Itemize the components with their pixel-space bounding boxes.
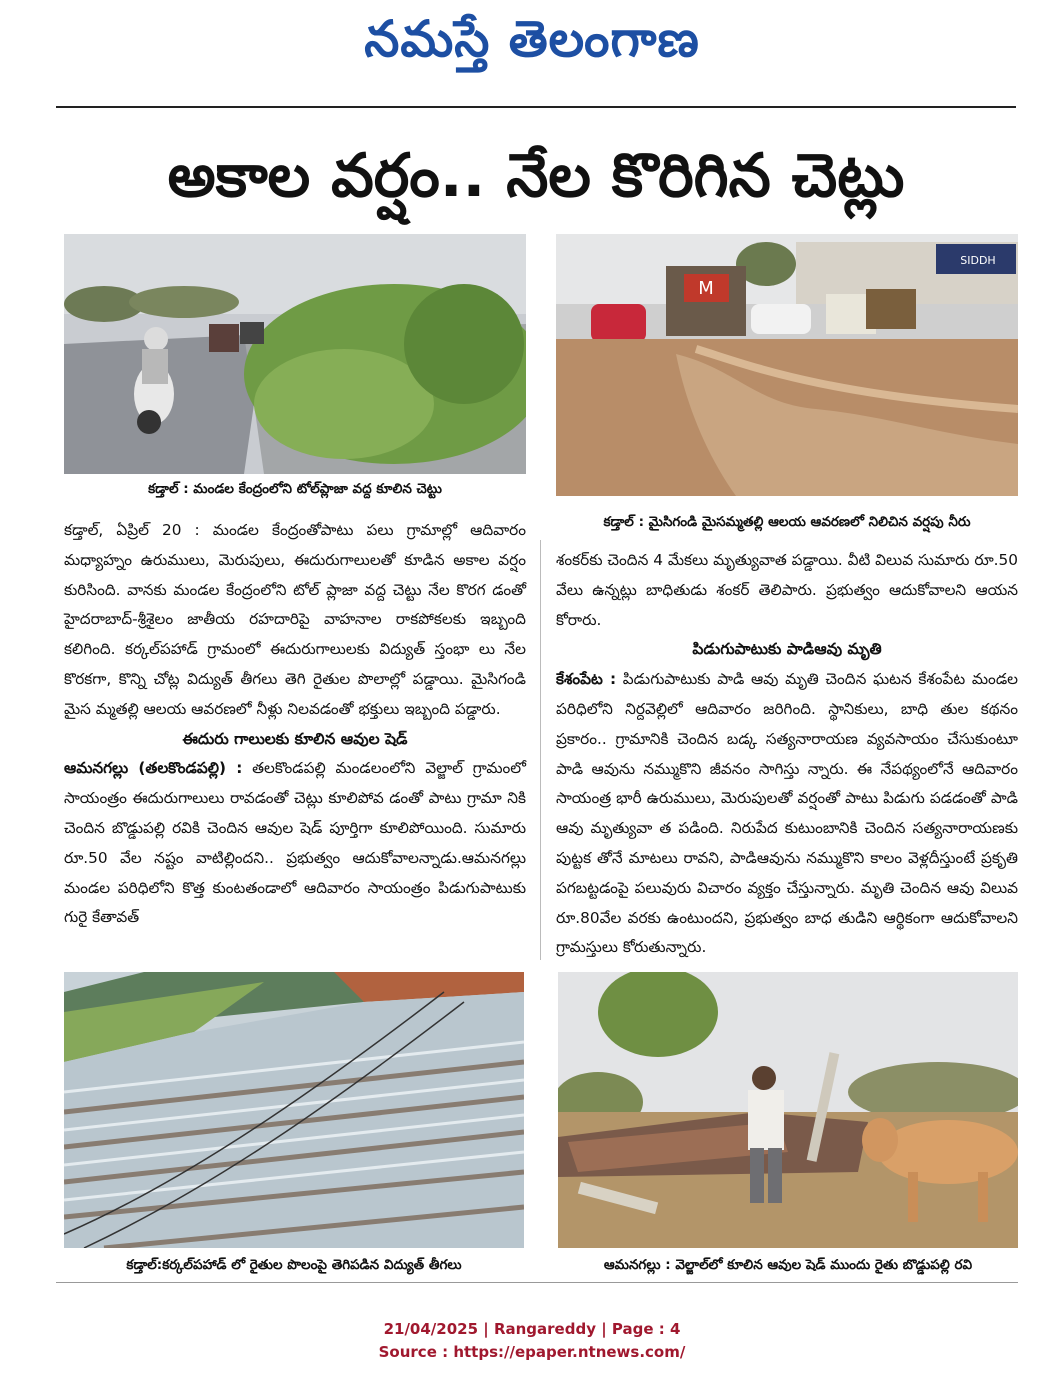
caption-rain-water: కడ్తాల్ : మైసిగండి మైసమ్మతల్లి ఆలయ ఆవరణలో నిలిచిన వర్షపు నీరు — [603, 514, 971, 530]
right-para-2: పిడుగుపాటుకు పాడి ఆవు మృతి చెందిన ఘటన కేశంపేట మండల పరిధిలోని నిర్దవెల్లిలో ఆదివారం జరిగింది. స్థానికులు, బాధి తుల కథనం ప్రకారం.. గ్రామానికి చెందిన బడ్క సత్యనారాయణ వ్యవసాయం చేసుకుంటూ పాడి ఆవును నమ్ముకొని జీవనం సాగిస్తు న్నారు. ఈ నేపథ్యంలోనే ఆదివారం సాయంత్ర భారీ ఉరుములు, మెరుపులతో వర్షంతో పాటు పిడుగు పడడంతో పాడి ఆవు మృత్యువా త పడింది. నిరుపేద కుటుంబానికి చెందిన సత్యనారాయణకు పుట్టక తోనే మాటలు రావని, పాడిఆవును నమ్ముకొని కాలం వెళ్లదీస్తుంటే ప్రకృతి పగబట్టడంపై పలువురు విచారం వ్యక్తం చేస్తున్నారు. మృతి చెందిన ఆవు విలువ రూ.80వేల వరకు ఉంటుందని, ప్రభుత్వం బాధ తుడిని ఆర్థికంగా ఆదుకోవాలని గ్రామస్తులు కోరుతున్నారు. — [556, 670, 1018, 957]
left-dateline: ఆమనగల్లు (తలకొండపల్లి) : — [64, 759, 243, 778]
left-para-1: కడ్తాల్, ఏప్రిల్ 20 : మండల కేంద్రంతోపాటు పలు గ్రామాల్లో ఆదివారం మధ్యాహ్నం ఉరుములు, మెరుపులు, ఈదురుగాలులతో కూడిన అకాల వర్షం కురిసింది. వానకు మండల కేంద్రంలోని టోల్ ప్లాజా వద్ద చెట్టు నేల కొరగ డంతో హైదరాబాద్-శ్రీశైలం జాతీయ రహదారిపై వాహనాల రాకపోకలకు ఇబ్బంది కలిగింది. కర్కల్‌పహాడ్ గ్రామంలో ఈదురుగాలులకు విద్యుత్ స్తంభా లు నేల కొరకగా, కొన్ని చోట్ల విద్యుత్ తీగలు తెగి రైతుల పొలాల్లో పడ్డాయి. మైసిగండి మైస మ్మతల్లి ఆలయ ఆవరణలో నీళ్లు నిలవడంతో భక్తులు ఇబ్బంది పడ్డారు. — [64, 521, 526, 718]
right-dateline: కేశంపేట : — [556, 670, 617, 689]
footer-date-edition: 21/04/2025 | Rangareddy | Page : 4 — [383, 1320, 681, 1338]
left-column — [64, 516, 526, 933]
photo-wires-field — [64, 972, 524, 1248]
bottom-rule — [56, 1282, 1018, 1283]
right-para-1: శంకర్‌కు చెందిన 4 మేకలు మృత్యువాత పడ్డాయి. వీటి విలువ సుమారు రూ.50 వేలు ఉన్నట్లు బాధితుడు శంకర్ తెలిపారు. ప్రభుత్వం ఆదుకోవాలని ఆయన కోరారు. — [556, 551, 1018, 629]
photo-rain-water — [556, 234, 1018, 496]
right-subhead: పిడుగుపాటుకు పాడిఆవు మృతి — [692, 640, 882, 659]
truck-sign-text: M — [698, 278, 714, 299]
photo-fallen-tree — [64, 234, 526, 474]
column-divider — [540, 540, 541, 960]
caption-cattle-shed: ఆమనగల్లు : వెల్జాల్‌లో కూలిన ఆవుల షెడ్ ముందు రైతు బొడ్డుపల్లి రవి — [603, 1257, 973, 1273]
masthead-title: నమస్తే తెలంగాణ — [364, 9, 700, 68]
masthead-rule — [56, 106, 1016, 108]
caption-wires-field: కడ్తాల్:కర్కల్‌పహాడ్ లో రైతుల పొలంపై తెగిపడిన విద్యుత్ తీగలు — [126, 1257, 462, 1273]
right-column — [556, 546, 1018, 963]
page-headline: అకాల వర్షం.. నేల కొరిగిన చెట్లు — [167, 141, 905, 211]
left-para-2: తలకొండపల్లి మండలంలోని వెల్జాల్ గ్రామంలో సాయంత్రం ఈదురుగాలులు రావడంతో చెట్లు కూలిపోవ డంతో పాటు గ్రామా నికి చెందిన బొడ్డుపల్లి రవికి చెందిన ఆవుల షెడ్ పూర్తిగా కూలిపోయింది. సుమారు రూ.50 వేల నష్టం వాటిల్లిందని.. ప్రభుత్వం ఆదుకోవాలన్నాడు.ఆమనగల్లు మండల పరిధిలోని కొత్త కుంటతండాలో ఆదివారం సాయంత్రం పిడుగుపాటుకు గురై కేతావత్ — [64, 759, 527, 927]
footer-source: Source : https://epaper.ntnews.com/ — [378, 1343, 686, 1361]
masthead — [0, 6, 1064, 72]
left-subhead: ఈదురు గాలులకు కూలిన ఆవుల షెడ్ — [182, 729, 408, 748]
photo-cattle-shed — [558, 972, 1018, 1248]
shop-sign-text: SIDDH — [960, 254, 996, 267]
caption-fallen-tree: కడ్తాల్ : మండల కేంద్రంలోని టోల్‌ప్లాజా వద్ద కూలిన చెట్టు — [148, 481, 442, 497]
